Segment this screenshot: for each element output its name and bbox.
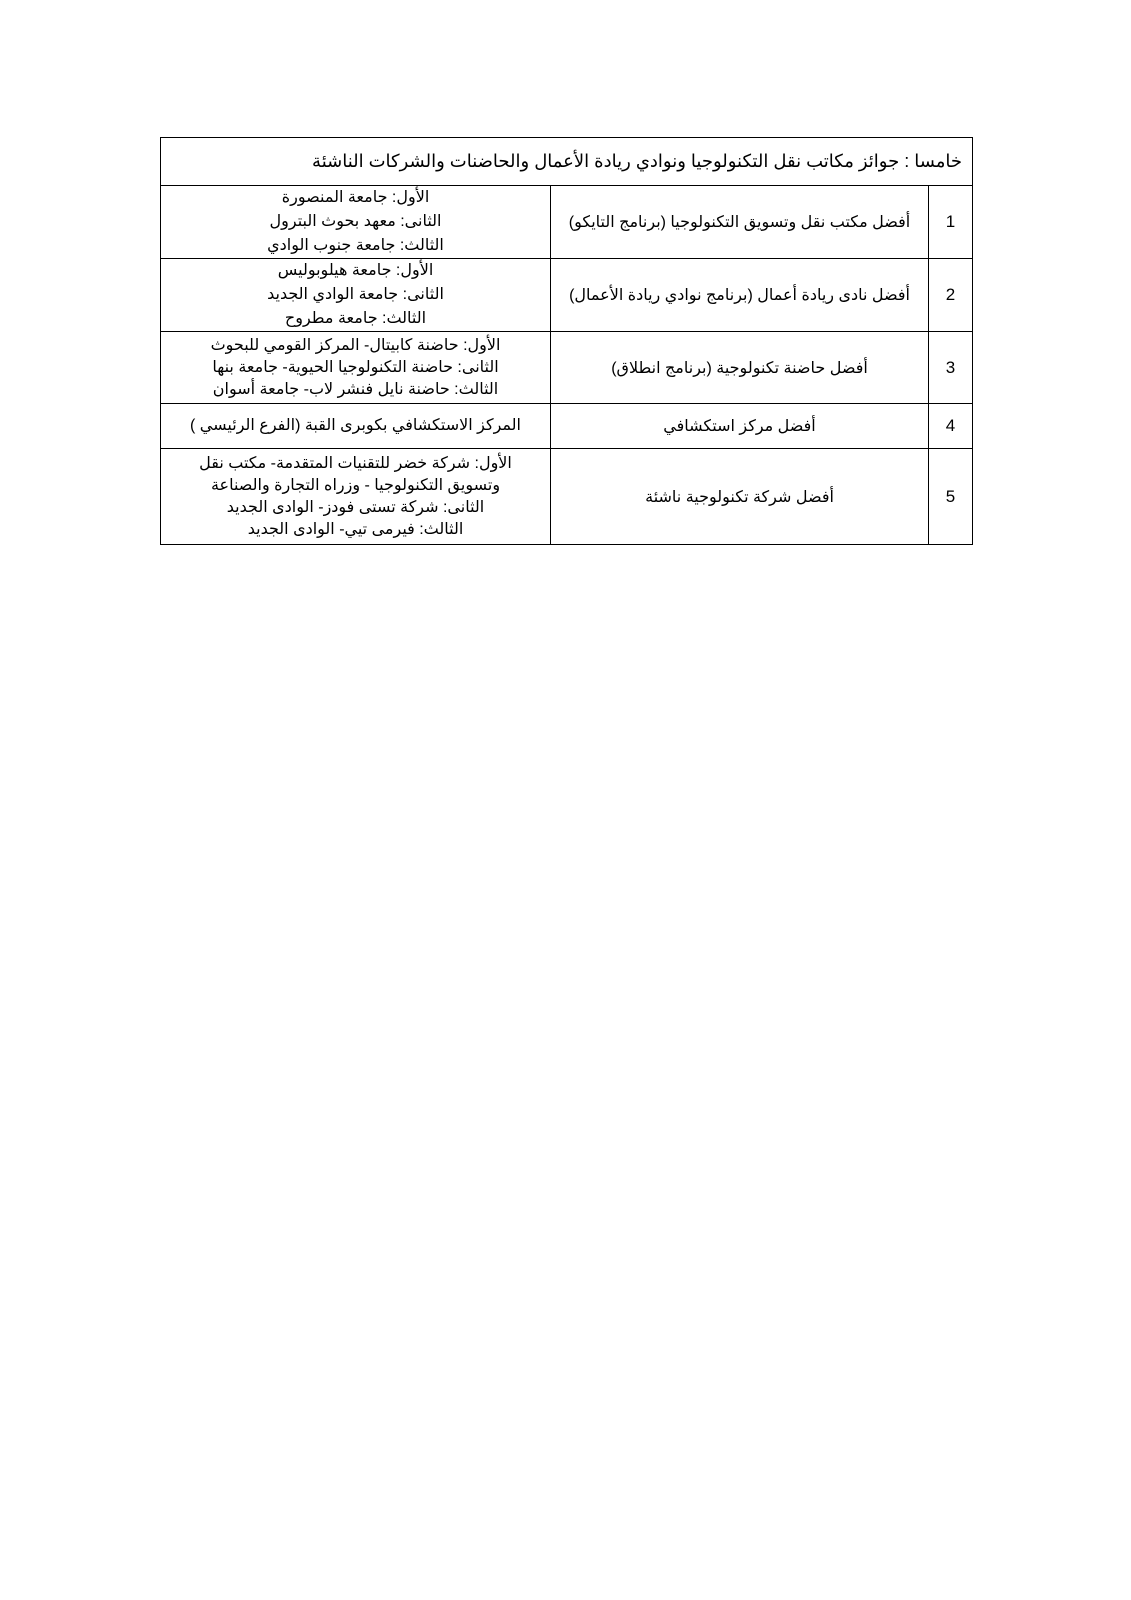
winner-line: الأول: جامعة هيلوبوليس (277, 262, 434, 279)
table-title-row (161, 138, 973, 186)
row-number: 1 (929, 186, 973, 259)
winner-line: الثالث: حاضنة نايل فنشر لاب- جامعة أسوان (212, 380, 499, 398)
winner-line: الثالث: جامعة جنوب الوادي (267, 237, 444, 254)
award-winners (161, 259, 551, 332)
award-winners (161, 186, 551, 259)
winner-line: الأول: شركة خضر للتقنيات المتقدمة- مكتب نقل (199, 454, 512, 472)
table-row (161, 259, 973, 332)
award-category: أفضل شركة تكنولوجية ناشئة (551, 449, 929, 545)
section-title: خامسا : جوائز مكاتب نقل التكنولوجيا ونوادي ريادة الأعمال والحاضنات والشركات الناشئة (161, 138, 973, 186)
winner-line: وتسويق التكنولوجيا - وزراه التجارة والصناعة (210, 476, 501, 494)
award-winners (161, 449, 551, 545)
table-row (161, 186, 973, 259)
row-number: 4 (929, 404, 973, 449)
winner-line: المركز الاستكشافي بكوبرى القبة (الفرع الرئيسي ) (190, 417, 521, 434)
row-number: 3 (929, 332, 973, 404)
awards-table (160, 137, 973, 545)
table-row (161, 332, 973, 404)
winner-line: الثانى: جامعة الوادي الجديد (267, 286, 444, 303)
winner-line: الأول: جامعة المنصورة (281, 189, 430, 206)
row-number: 2 (929, 259, 973, 332)
winner-line: الثالث: فيرمى تيي- الوادى الجديد (247, 520, 464, 538)
winner-line: الثانى: معهد بحوث البترول (269, 213, 442, 230)
winner-line: الثالث: جامعة مطروح (284, 310, 427, 327)
winner-line: الثانى: حاضنة التكنولوجيا الحيوية- جامعة بنها (212, 358, 499, 376)
award-category: أفضل مركز استكشافي (551, 404, 929, 449)
award-winners (161, 404, 551, 449)
winner-line: الأول: حاضنة كابيتال- المركز القومي للبحوث (210, 336, 501, 354)
award-winners (161, 332, 551, 404)
table-row (161, 449, 973, 545)
table-row (161, 404, 973, 449)
row-number: 5 (929, 449, 973, 545)
award-category: أفضل حاضنة تكنولوجية (برنامج انطلاق) (551, 332, 929, 404)
award-category: أفضل نادى ريادة أعمال (برنامج نوادي ريادة الأعمال) (551, 259, 929, 332)
winner-line: الثانى: شركة تستى فودز- الوادى الجديد (226, 498, 485, 516)
award-category: أفضل مكتب نقل وتسويق التكنولوجيا (برنامج التايكو) (551, 186, 929, 259)
